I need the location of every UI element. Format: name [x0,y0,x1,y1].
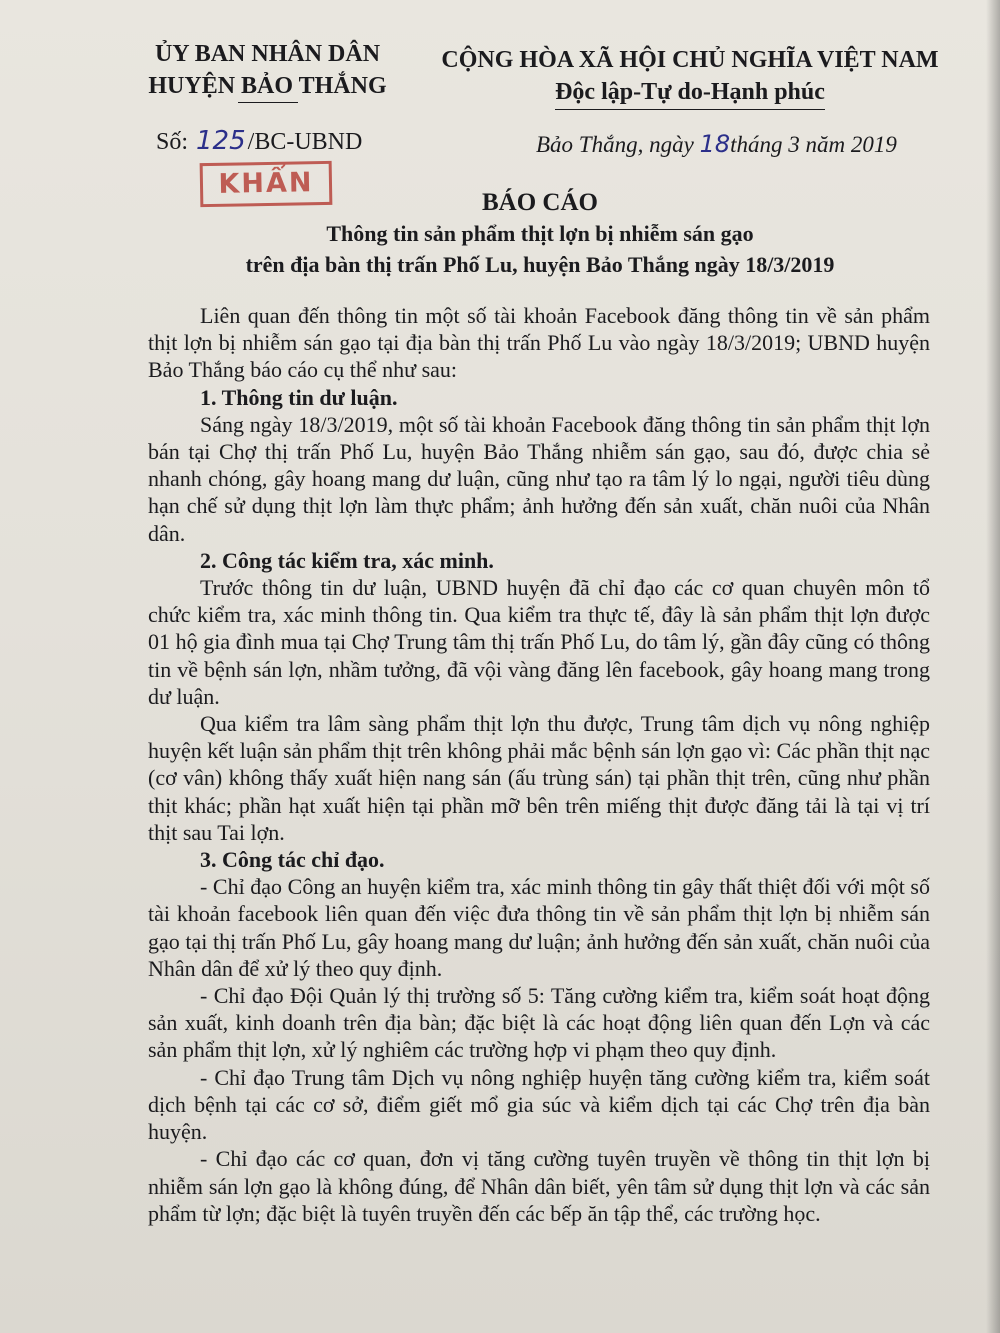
date-after: tháng 3 năm 2019 [730,132,897,157]
doc-number-suffix: /BC-UBND [247,129,363,155]
section-2-paragraph-2: Qua kiểm tra lâm sàng phẩm thịt lợn thu được, Trung tâm dịch vụ nông nghiệp huyện kết luận sản phẩm thịt trên không phải mắc bệnh sán lợn gạo vì: Các phần thịt nạc (cơ vân) không thấy xuất hiện nang sán (ấu trùng sán) tại phần thịt trên, cũng như phần thịt khác; phần hạt xuất hiện tại phần mỡ bên trên miếng thịt được đăng tải là tại vị trí thịt sau Tai lợn. [148,711,930,845]
page-edge-shadow [986,0,1000,1333]
date-before: Bảo Thắng, ngày [536,132,694,157]
section-3-item-2: - Chỉ đạo Đội Quản lý thị trường số 5: Tăng cường kiểm tra, kiểm soát hoạt động sản xuất, kinh doanh trên địa bàn; đặc biệt là các hoạt động liên quan đến Lợn và các sản phẩm thịt lợn, xử lý nghiêm các trường hợp vi phạm theo quy định. [148,983,930,1063]
section-2-heading: 2. Công tác kiểm tra, xác minh. [200,547,494,573]
doc-number-prefix: Số: [156,129,189,155]
issuing-authority [140,38,395,103]
section-1-paragraph: Sáng ngày 18/3/2019, một số tài khoản Facebook đăng thông tin sản phẩm thịt lợn bán tại Chợ thị trấn Phố Lu, huyện Bảo Thắng nhiễm sán gạo, sau đó, được chia sẻ nhanh chóng, gây hoang mang dư luận, cũng như tạo ra tâm lý lo ngại, người tiêu dùng hạn chế sử dụng thịt lợn làm thực phẩm; ảnh hưởng đến sản xuất, chăn nuôi của Nhân dân. [148,411,930,546]
section-3-heading: 3. Công tác chỉ đạo. [200,847,385,873]
urgent-stamp: KHẨN [200,161,333,207]
section-3-item-4: - Chỉ đạo các cơ quan, đơn vị tăng cường tuyên truyền về thông tin thịt lợn bị nhiễm sán lợn gạo là không đúng, để Nhân dân biết, yên tâm sử dụng thịt lợn và các sản phẩm từ lợn; đặc biệt là tuyên truyền đến các bếp ăn tập thể, các trường học. [148,1146,930,1226]
document-number [156,126,362,156]
national-header [425,44,955,110]
authority-underline [238,102,298,103]
place-and-date [536,130,897,158]
report-title-block [120,188,960,280]
section-2-paragraph-1: Trước thông tin dư luận, UBND huyện đã chỉ đạo các cơ quan chuyên môn tổ chức kiểm tra, xác minh thông tin. Qua kiểm tra thực tế, đây là sản phẩm thịt lợn được 01 hộ gia đình mua tại Chợ Trung tâm thị trấn Phố Lu, do tâm lý, gần đây cũng có thông tin về bệnh sán lợn, nhầm tưởng, đã vội vàng đăng lên facebook, gây hoang mang trong dư luận. [148,575,930,709]
section-3-item-1: - Chỉ đạo Công an huyện kiểm tra, xác minh thông tin gây thất thiệt đối với một số tài khoản facebook liên quan đến việc đưa thông tin về sản phẩm thịt lợn bị nhiễm sán gạo tại thị trấn Phố Lu, gây hoang mang dư luận; ảnh hưởng đến sản xuất, chăn nuôi của Nhân dân để xử lý theo quy định. [148,874,930,981]
intro-paragraph: Liên quan đến thông tin một số tài khoản Facebook đăng thông tin về sản phẩm thịt lợn bị nhiễm sán gạo tại địa bàn thị trấn Phố Lu vào ngày 18/3/2019; UBND huyện Bảo Thắng báo cáo cụ thể như sau: [148,303,930,383]
national-motto: Độc lập-Tự do-Hạnh phúc [555,76,825,110]
report-title: BÁO CÁO [482,189,598,216]
report-subtitle-line-1: Thông tin sản phẩm thịt lợn bị nhiễm sán gạo [326,221,754,246]
report-subtitle-line-2: trên địa bàn thị trấn Phố Lu, huyện Bảo Thắng ngày 18/3/2019 [245,252,835,277]
section-3-item-3: - Chỉ đạo Trung tâm Dịch vụ nông nghiệp huyện tăng cường kiểm tra, kiểm soát dịch bệnh tại các cơ sở, điểm giết mổ gia súc và kiểm dịch tại các Chợ trên địa bàn huyện. [148,1064,930,1145]
authority-line-1: ỦY BAN NHÂN DÂN [154,41,381,67]
doc-number-handwritten: 125 [196,126,246,156]
section-1-heading: 1. Thông tin dư luận. [200,384,398,410]
date-day-handwritten: 18 [699,130,731,158]
nation-name: CỘNG HÒA XÃ HỘI CHỦ NGHĨA VIỆT NAM [441,47,939,73]
authority-line-2: HUYỆN BẢO THẮNG [148,73,387,99]
report-body [148,302,930,1227]
